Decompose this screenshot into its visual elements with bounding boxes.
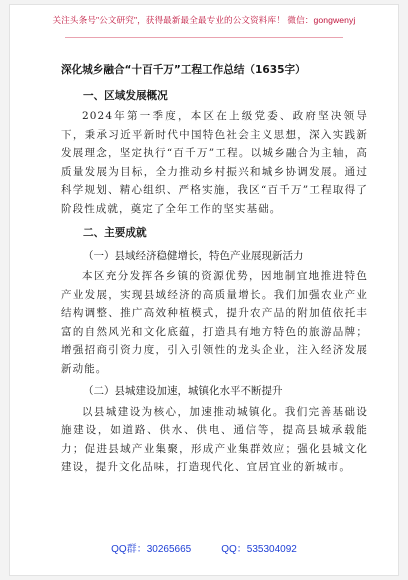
header-divider — [65, 37, 343, 38]
page-footer — [10, 540, 398, 555]
document-title: 深化城乡融合“十百千万”工程工作总结（1635字） — [61, 64, 306, 76]
section-heading-achievements: 二、主要成就 — [83, 227, 147, 239]
paragraph-overview: 2024年第一季度，本区在上级党委、政府坚决领导下，秉承习近平新时代中国特色社会主义思想，深入实践新发展理念，坚定执行“百千万”工程。以城乡融合为主轴，高质量发展为目标，全力推动乡村振兴和城乡协调发展。通过科学规划、精心组织、严格实施，我区“百千万”工程取得了阶段性成就，奠定了全年工作的坚实基础。 — [61, 110, 368, 215]
page-header — [10, 5, 398, 35]
paragraph-urbanization: 以县城建设为核心，加速推动城镇化。我们完善基础设施建设，如道路、供水、供电、通信等，提高县城承载能力；促进县域产业集聚，形成产业集群效应；强化县城文化建设，提升文化品味，打造现代化、宜居宜业的新城市。 — [61, 405, 368, 473]
header-banner-text: 关注头条号"公文研究"，获得最新最全最专业的公文资料库！ 微信：gongwenyj — [52, 15, 356, 25]
paragraph-economy: 本区充分发挥各乡镇的资源优势，因地制宜地推进特色产业发展，实现县域经济的高质量增长。我们加强农业产业结构调整、推广高效种植模式，提升农产品的附加值依托丰富的自然风光和文化底蕴，打造具有地方特色的旅游品牌；增强招商引资力度，引入引领性的龙头企业，注入经济发展新动能。 — [61, 270, 368, 375]
section-heading-overview: 一、区域发展概况 — [83, 89, 168, 102]
footer-qq-contact: QQ：535304092 — [221, 544, 297, 555]
document-page — [9, 4, 399, 576]
subsection-heading-urbanization: （二）县城建设加速，城镇化水平不断提升 — [83, 385, 283, 397]
subsection-heading-economy: （一）县域经济稳健增长，特色产业展现新活力 — [83, 249, 304, 262]
document-body — [61, 61, 368, 479]
footer-qq-group: QQ群：30265665 — [111, 544, 192, 555]
